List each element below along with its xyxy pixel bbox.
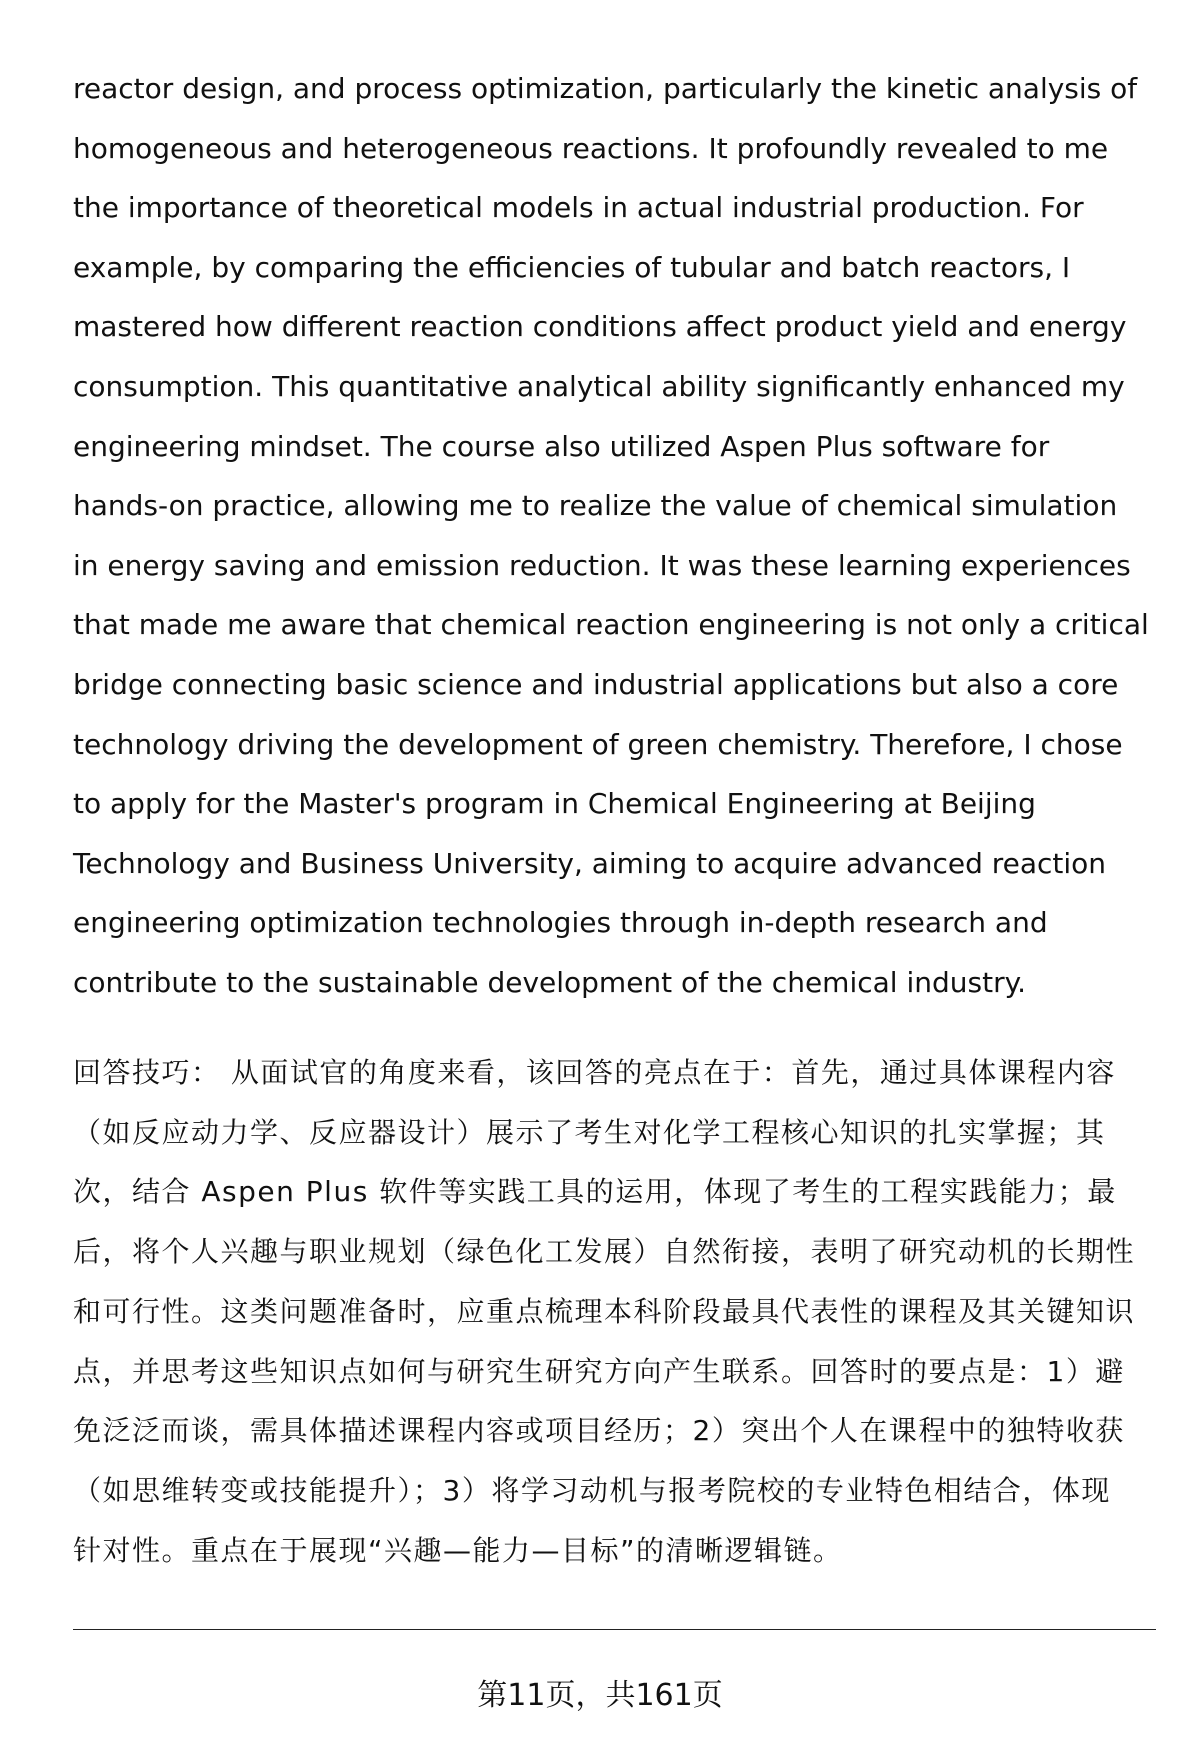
answer-line: homogeneous and heterogeneous reactions. It profoundly revealed to me — [73, 131, 1109, 165]
answer-line: mastered how different reaction conditions affect product yield and energy — [73, 310, 1127, 344]
tips-line: 次，结合 Aspen Plus 软件等实践工具的运用，体现了考生的工程实践能力；最 — [73, 1175, 1117, 1209]
page-number: 第11页，共161页 — [477, 1678, 723, 1713]
tips-line: 回答技巧： 从面试官的角度来看，该回答的亮点在于：首先，通过具体课程内容 — [73, 1056, 1116, 1089]
answer-line: consumption. This quantitative analytical ability significantly enhanced my — [73, 370, 1125, 403]
answer-line: engineering mindset. The course also utilized Aspen Plus software for — [73, 429, 1050, 463]
tips-line: 和可行性。这类问题准备时，应重点梳理本科阶段最具代表性的课程及其关键知识 — [73, 1294, 1136, 1328]
answer-line: bridge connecting basic science and industrial applications but also a core — [73, 668, 1119, 701]
answer-line: that made me aware that chemical reaction engineering is not only a critical — [73, 608, 1149, 642]
answer-line: hands-on practice, allowing me to realize the value of chemical simulation — [73, 489, 1118, 523]
answer-line: contribute to the sustainable development of the chemical industry. — [73, 966, 1027, 999]
answer-line: the importance of theoretical models in actual industrial production. For — [73, 191, 1084, 225]
answer-line: to apply for the Master's program in Chemical Engineering at Beijing — [73, 787, 1036, 821]
tips-line: （如反应动力学、反应器设计）展示了考生对化学工程核心知识的扎实掌握；其 — [73, 1115, 1106, 1149]
answer-line: reactor design, and process optimization, particularly the kinetic analysis of — [73, 72, 1138, 105]
answer-line: Technology and Business University, aiming to acquire advanced reaction — [73, 846, 1107, 880]
tips-line: 后，将个人兴趣与职业规划（绿色化工发展）自然衔接，表明了研究动机的长期性 — [73, 1235, 1136, 1269]
footer-divider — [73, 1629, 1156, 1630]
answer-line: example, by comparing the efficiencies of tubular and batch reactors, I — [73, 250, 1071, 284]
tips-line: 点，并思考这些知识点如何与研究生研究方向产生联系。回答时的要点是：1）避 — [73, 1354, 1125, 1388]
tips-line: 针对性。重点在于展现“兴趣—能力—目标”的清晰逻辑链。 — [73, 1533, 843, 1567]
answer-line: in energy saving and emission reduction. It was these learning experiences — [73, 548, 1131, 582]
tips-line: 免泛泛而谈，需具体描述课程内容或项目经历；2）突出个人在课程中的独特收获 — [73, 1414, 1125, 1448]
answer-line: technology driving the development of green chemistry. Therefore, I chose — [73, 727, 1123, 761]
answer-line: engineering optimization technologies through in-depth research and — [73, 906, 1048, 940]
tips-line: （如思维转变或技能提升）；3）将学习动机与报考院校的专业特色相结合，体现 — [73, 1473, 1111, 1507]
